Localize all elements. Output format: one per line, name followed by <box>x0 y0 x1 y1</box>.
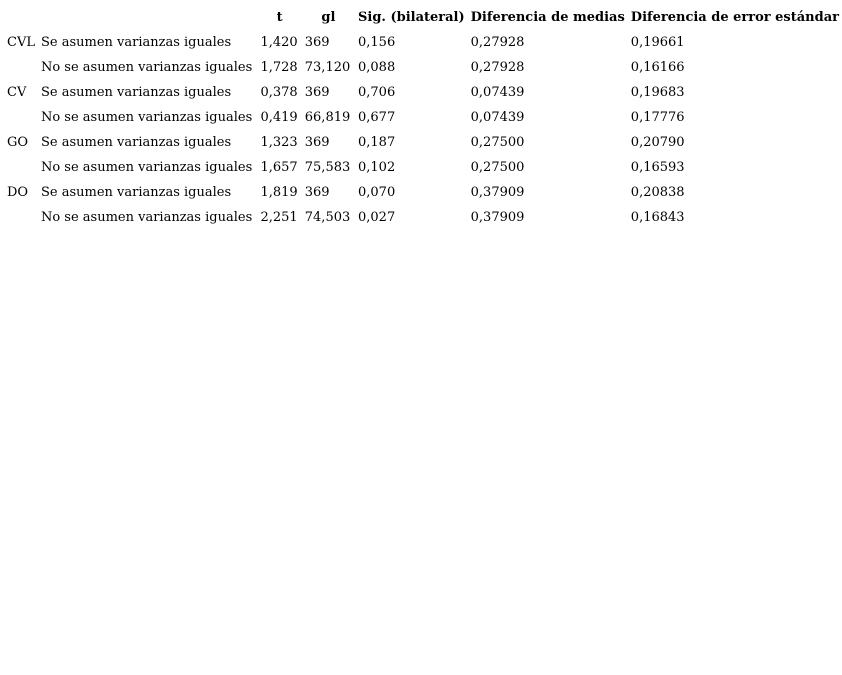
cell-t: 0,378 <box>260 85 298 100</box>
cell-diff-means: 0,27500 <box>470 160 525 175</box>
cell-variable <box>4 205 38 230</box>
cell-variable: CV <box>7 85 27 100</box>
cell-condition: No se asumen varianzas iguales <box>40 160 253 175</box>
cell-t: 1,420 <box>260 35 298 50</box>
cell-gl: 369 <box>304 135 330 150</box>
cell-condition: Se asumen varianzas iguales <box>40 85 232 100</box>
cell-condition: No se asumen varianzas iguales <box>40 110 253 125</box>
cell-diff-se: 0,20790 <box>630 135 685 150</box>
cell-sig: 0,156 <box>358 35 396 50</box>
table-row <box>4 105 842 130</box>
cell-sig: 0,102 <box>358 160 396 175</box>
cell-variable: CVL <box>7 35 35 50</box>
cell-t: 1,728 <box>260 60 298 75</box>
table-row <box>4 55 842 80</box>
cell-diff-se: 0,19661 <box>630 35 685 50</box>
table-row <box>4 205 842 230</box>
header-sig: Sig. (bilateral) <box>358 10 465 25</box>
cell-diff-means: 0,07439 <box>470 85 525 100</box>
cell-diff-se: 0,16166 <box>630 60 685 75</box>
cell-sig: 0,706 <box>358 85 396 100</box>
cell-gl: 74,503 <box>304 210 351 225</box>
header-row <box>4 5 842 30</box>
table-row <box>4 130 842 155</box>
cell-diff-means: 0,07439 <box>470 110 525 125</box>
cell-condition: Se asumen varianzas iguales <box>40 135 232 150</box>
cell-variable <box>4 105 38 130</box>
cell-diff-se: 0,16593 <box>630 160 685 175</box>
table-body <box>4 30 842 230</box>
cell-diff-means: 0,27500 <box>470 135 525 150</box>
cell-condition: No se asumen varianzas iguales <box>40 210 253 225</box>
cell-diff-means: 0,27928 <box>470 60 525 75</box>
header-diff-means: Diferencia de medias <box>470 10 625 25</box>
cell-condition: Se asumen varianzas iguales <box>40 185 232 200</box>
cell-gl: 66,819 <box>304 110 351 125</box>
header-variable <box>4 5 38 30</box>
cell-variable: GO <box>7 135 29 150</box>
cell-t: 2,251 <box>260 210 298 225</box>
cell-variable: DO <box>7 185 29 200</box>
cell-diff-se: 0,16843 <box>630 210 685 225</box>
cell-gl: 73,120 <box>304 60 351 75</box>
t-test-results-table <box>4 5 842 230</box>
cell-sig: 0,677 <box>358 110 396 125</box>
header-diff-se: Diferencia de error estándar <box>630 10 839 25</box>
cell-sig: 0,027 <box>358 210 396 225</box>
cell-sig: 0,070 <box>358 185 396 200</box>
cell-t: 0,419 <box>260 110 298 125</box>
cell-gl: 369 <box>304 35 330 50</box>
cell-diff-means: 0,37909 <box>470 210 525 225</box>
table-row <box>4 155 842 180</box>
cell-diff-se: 0,17776 <box>630 110 685 125</box>
cell-sig: 0,088 <box>358 60 396 75</box>
cell-t: 1,323 <box>260 135 298 150</box>
cell-sig: 0,187 <box>358 135 396 150</box>
cell-t: 1,819 <box>260 185 298 200</box>
cell-diff-means: 0,37909 <box>470 185 525 200</box>
cell-variable <box>4 55 38 80</box>
cell-condition: No se asumen varianzas iguales <box>40 60 253 75</box>
cell-condition: Se asumen varianzas iguales <box>40 35 232 50</box>
table-row <box>4 180 842 205</box>
cell-gl: 75,583 <box>304 160 351 175</box>
cell-gl: 369 <box>304 185 330 200</box>
cell-diff-means: 0,27928 <box>470 35 525 50</box>
table-row <box>4 80 842 105</box>
cell-gl: 369 <box>304 85 330 100</box>
cell-diff-se: 0,19683 <box>630 85 685 100</box>
cell-variable <box>4 155 38 180</box>
header-gl: gl <box>321 10 336 25</box>
cell-t: 1,657 <box>260 160 298 175</box>
header-t: t <box>276 10 283 25</box>
cell-diff-se: 0,20838 <box>630 185 685 200</box>
header-condition <box>38 5 258 30</box>
table-row <box>4 30 842 55</box>
